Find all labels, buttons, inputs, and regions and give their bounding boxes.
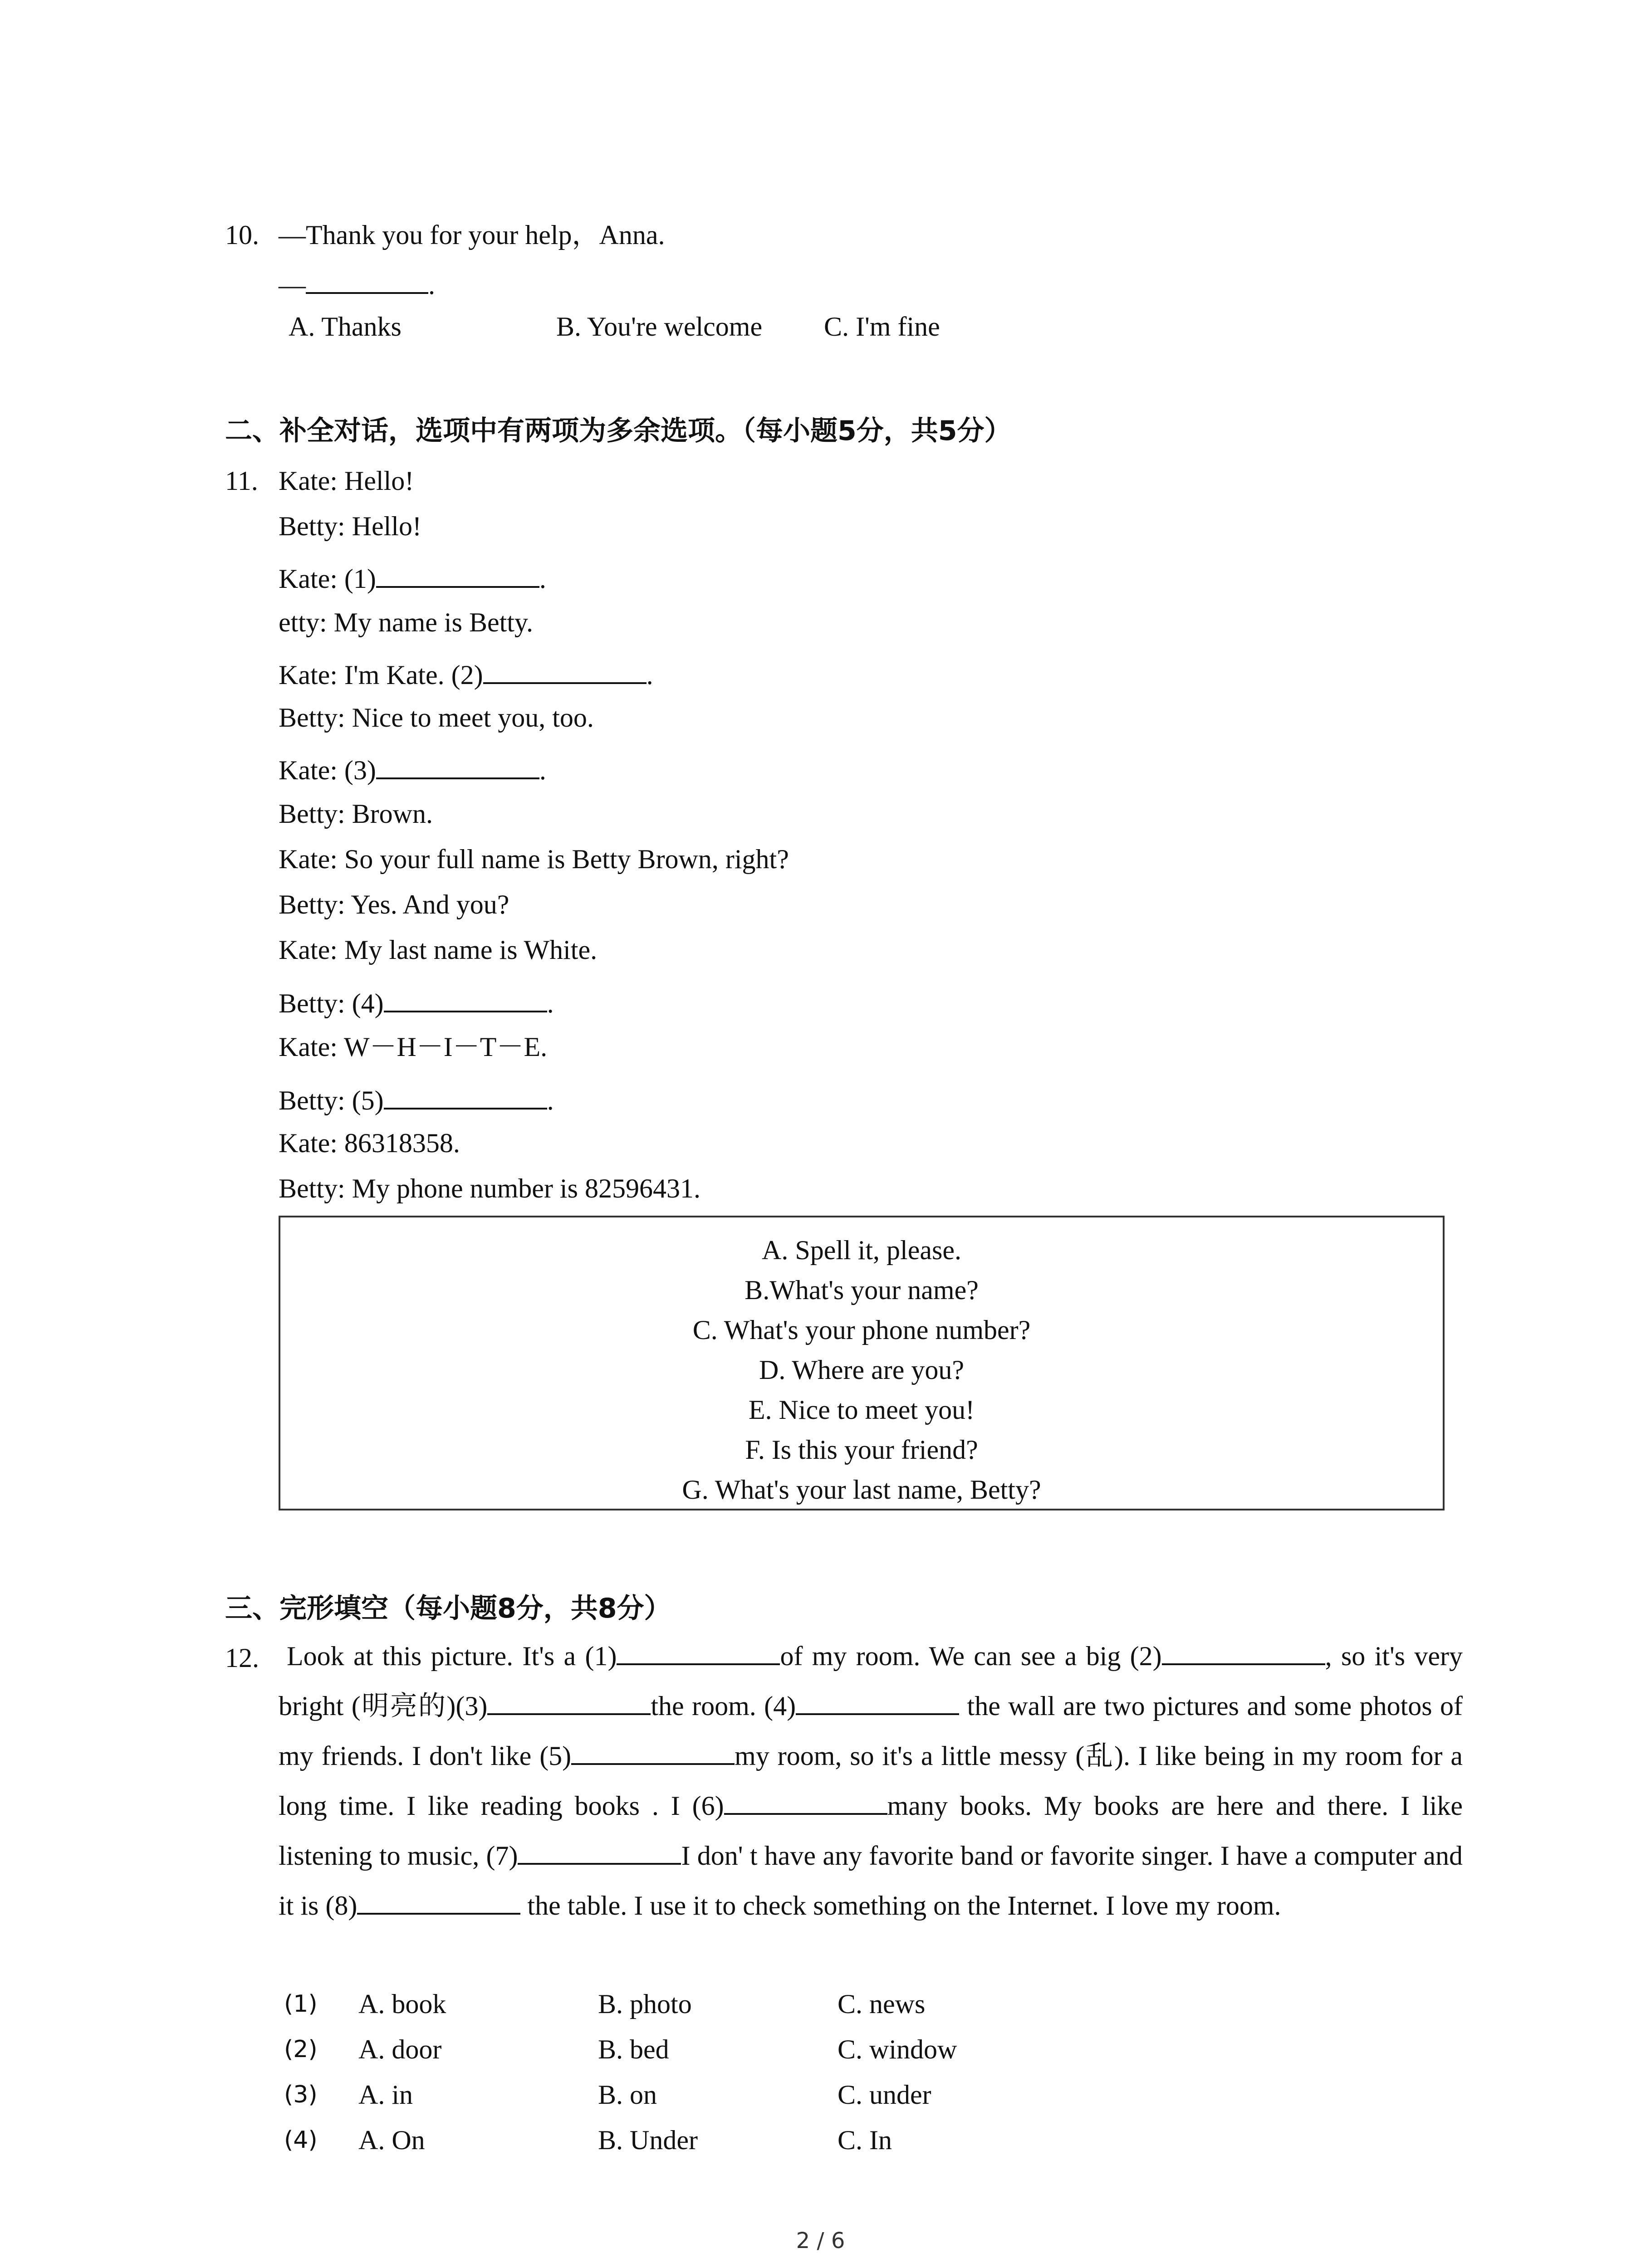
dialogue-line: etty: My name is Betty. <box>279 607 534 637</box>
dialogue-line: Betty: Nice to meet you, too. <box>279 703 594 733</box>
q11-choice-d[interactable]: D. Where are you? <box>759 1355 964 1385</box>
q12-passage: Look at this picture. It's a (1) of my room. We can see a big (2) , so it's very bright (明亮的)(3) the room. (4) the wall are two pictures and some photos of my friends. I don't like (5) my room, so it's a little messy (乱). I like being in my room for a long time. I like reading books . I (6) many books. My books are here and there. I like listening to music, (7) I don' t have any favorite band or favorite singer. I have a computer and it is (8) the table. I use it to check something on the Internet. I love my room. <box>279 1631 1463 1931</box>
q11-blank-3[interactable] <box>376 754 539 779</box>
q12-option-b[interactable]: B. photo <box>598 1989 692 2019</box>
dialogue-line: Betty: (5) . <box>279 1084 554 1114</box>
q12-blank-2[interactable] <box>1162 1640 1325 1665</box>
q12-option-a[interactable]: A. in <box>358 2080 413 2110</box>
dialogue-line: Kate: (1) . <box>279 562 546 592</box>
q12-blank-7[interactable] <box>518 1839 681 1865</box>
q11-blank-5[interactable] <box>384 1084 547 1110</box>
q12-option-c[interactable]: C. In <box>838 2125 892 2155</box>
q12-blank-6[interactable] <box>724 1789 887 1815</box>
section3-title: 三、完形填空（每小题8分，共8分） <box>225 1593 671 1624</box>
q10-reply-prefix: — <box>279 270 306 300</box>
q11-blank-4[interactable] <box>384 987 547 1012</box>
q12-blank-1[interactable] <box>617 1640 780 1665</box>
q11-blank-2[interactable] <box>483 659 647 684</box>
q12-blank-3[interactable] <box>487 1690 651 1715</box>
q10-reply-suffix: . <box>428 270 435 300</box>
dialogue-line: Betty: Hello! <box>279 511 421 541</box>
q12-blank-5[interactable] <box>571 1740 735 1765</box>
dialogue-line: Kate: I'm Kate. (2) . <box>279 659 653 689</box>
q12-option-c[interactable]: C. under <box>838 2080 931 2110</box>
q11-choice-c[interactable]: C. What's your phone number? <box>692 1315 1031 1345</box>
q10-option-b[interactable]: B. You're welcome <box>556 312 763 342</box>
q12-option-b[interactable]: B. on <box>598 2080 657 2110</box>
q12-blank-4[interactable] <box>796 1690 959 1715</box>
q12-option-num: (1) <box>284 1990 318 2018</box>
q11-choice-a[interactable]: A. Spell it, please. <box>762 1235 961 1265</box>
q12-option-b[interactable]: B. Under <box>598 2125 698 2155</box>
q12-option-a[interactable]: A. door <box>358 2034 442 2064</box>
q10-number: 10. <box>225 220 259 250</box>
q12-option-num: (4) <box>284 2126 318 2154</box>
q12-option-a[interactable]: A. On <box>358 2125 425 2155</box>
q12-option-a[interactable]: A. book <box>358 1989 446 2019</box>
q11-choice-b[interactable]: B.What's your name? <box>745 1275 979 1305</box>
q11-number: 11. <box>225 466 258 496</box>
q12-option-c[interactable]: C. window <box>838 2034 957 2064</box>
dialogue-line: Betty: Brown. <box>279 799 433 829</box>
dialogue-line: Kate: So your full name is Betty Brown, right? <box>279 844 789 874</box>
q12-option-b[interactable]: B. bed <box>598 2034 669 2064</box>
q12-option-num: (2) <box>284 2036 318 2063</box>
dialogue-line: Kate: W－H－I－T－E. <box>279 1032 548 1062</box>
dialogue-line: Kate: My last name is White. <box>279 935 598 965</box>
q10-reply <box>279 269 435 298</box>
q10-option-c[interactable]: C. I'm fine <box>824 312 940 342</box>
dialogue-line: Kate: 86318358. <box>279 1128 460 1158</box>
q11-blank-1[interactable] <box>376 562 539 588</box>
dialogue-line: Betty: Yes. And you? <box>279 890 509 919</box>
q11-choice-g[interactable]: G. What's your last name, Betty? <box>682 1475 1041 1505</box>
q12-option-c[interactable]: C. news <box>838 1989 926 2019</box>
q11-choice-e[interactable]: E. Nice to meet you! <box>748 1395 975 1425</box>
q10-prompt: —Thank you for your help，Anna. <box>279 220 665 250</box>
page-number: 2 / 6 <box>796 2228 845 2253</box>
q12-option-num: (3) <box>284 2081 318 2108</box>
q12-blank-8[interactable] <box>357 1889 520 1915</box>
q10-option-a[interactable]: A. Thanks <box>289 312 402 342</box>
q11-choice-f[interactable]: F. Is this your friend? <box>745 1435 978 1465</box>
q12-number: 12. <box>225 1643 259 1673</box>
dialogue-line: Kate: Hello! <box>279 466 414 496</box>
q11-choices-box <box>279 1216 1445 1510</box>
dialogue-line: Kate: (3) . <box>279 754 546 784</box>
dialogue-line: Betty: My phone number is 82596431. <box>279 1173 700 1203</box>
q10-answer-blank[interactable] <box>306 269 428 294</box>
section2-title: 二、补全对话，选项中有两项为多余选项。（每小题5分，共5分） <box>225 415 1012 447</box>
dialogue-line: Betty: (4) . <box>279 987 554 1017</box>
